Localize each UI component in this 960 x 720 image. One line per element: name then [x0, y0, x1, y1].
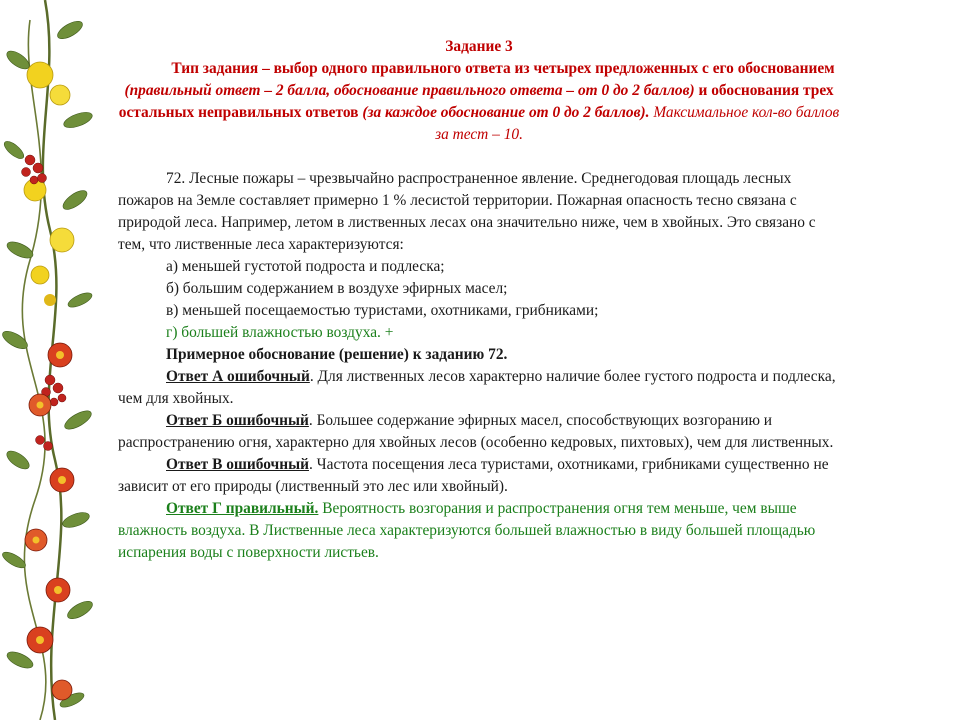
answer-c-label: Ответ В ошибочный	[166, 456, 309, 473]
answer-c-text: . Частота посещения леса туристами, охотниками, грибниками существенно не зависит от его природы (лиственный это лес или хвойный).	[118, 456, 829, 495]
answer-b-explanation	[118, 410, 840, 454]
slide-content	[118, 36, 840, 564]
task-intro-middle: и обоснования трех остальных неправильных ответов	[118, 82, 834, 121]
answer-a-label: Ответ А ошибочный	[166, 368, 310, 385]
option-d-correct: г) большей влажностью воздуха. +	[166, 324, 394, 341]
solution-heading: Примерное обоснование (решение) к заданию 72.	[166, 346, 508, 363]
question-text: 72. Лесные пожары – чрезвычайно распространенное явление. Среднегодовая площадь лесных пожаров на Земле составляет примерно 1 % лесистой территории. Пожарная опасность тесно связана с природой леса. Например, летом в лиственных лесах она значительно ниже, чем в хвойных. Это связано с тем, что лиственные леса характеризуются:	[118, 170, 816, 253]
answer-d-explanation	[118, 498, 840, 564]
answer-c-explanation	[118, 454, 840, 498]
answer-d-label: Ответ Г правильный.	[166, 500, 319, 517]
task-title: Задание 3	[445, 38, 513, 55]
answer-b-text: . Большее содержание эфирных масел, способствующих возгоранию и распространению огня, характерно для хвойных лесов (особенно кедровых, пихтовых), чем для лиственных.	[118, 412, 834, 451]
task-intro-italic-2: (за каждое обоснование от 0 до 2 баллов).	[362, 104, 650, 121]
task-intro-bold: Тип задания – выбор одного правильного ответа из четырех предложенных с его обоснованием	[171, 60, 835, 77]
option-b: б) большим содержанием в воздухе эфирных масел;	[166, 280, 508, 297]
task-intro-italic-1: (правильный ответ – 2 балла, обоснование правильного ответа – от 0 до 2 баллов)	[124, 82, 695, 99]
option-c: в) меньшей посещаемостью туристами, охотниками, грибниками;	[166, 302, 599, 319]
spacer	[118, 146, 840, 168]
answer-a-explanation	[118, 366, 840, 410]
answer-d-text: Вероятность возгорания и распространения огня тем меньше, чем выше влажность воздуха. В Лиственные леса характеризуются большей влажностью в виду большей площадью испарения воды с поверхности листьев.	[118, 500, 816, 561]
leaves	[0, 18, 95, 710]
answer-a-text: . Для лиственных лесов характерно наличие более густого подроста и подлеска, чем для хвойных.	[118, 368, 836, 407]
answer-b-label: Ответ Б ошибочный	[166, 412, 309, 429]
yellow-flowers	[24, 62, 74, 306]
task-header	[118, 36, 840, 146]
option-a: а) меньшей густотой подроста и подлеска;	[166, 258, 445, 275]
floral-border-illustration	[0, 0, 100, 720]
task-intro	[119, 60, 839, 143]
max-points: Максимальное кол-во баллов за тест – 10.	[435, 104, 840, 143]
